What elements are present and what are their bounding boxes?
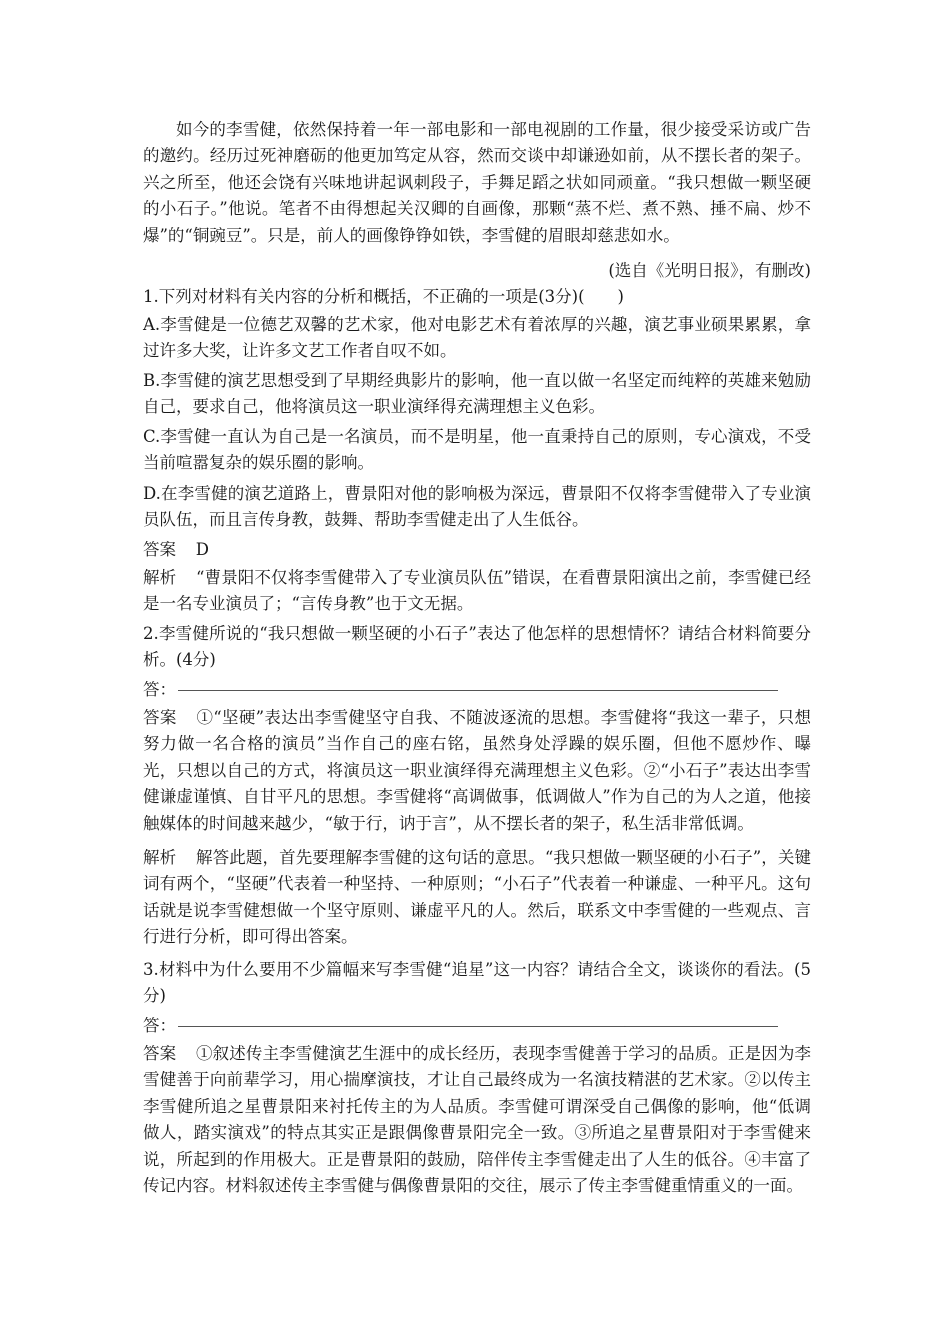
q3-answer-text: ①叙述传主李雪健演艺生涯中的成长经历，表现李雪健善于学习的品质。正是因为李雪健善于向前辈学习，用心揣摩演技，才让自己最终成为一名演技精湛的艺术家。②以传主李雪健所追之星曹景阳来衬托传主的为人品质。李雪健可谓深受自己偶像的影响，他“低调做人，踏实演戏”的特点其实正是跟偶像曹景阳完全一致。③所追之星曹景阳对于李雪健来说，所起到的作用极大。正是曹景阳的鼓励，陪伴传主李雪健走出了人生的低谷。④丰富了传记内容。材料叙述传主李雪健与偶像曹景阳的交往，展示了传主李雪健重情重义的一面。: [143, 1044, 812, 1196]
q1-stem: 1.下列对材料有关内容的分析和概括，不正确的一项是(3分)( ): [143, 287, 624, 306]
q3-answer-line[interactable]: [178, 1025, 778, 1027]
q2-analysis-label: 解析: [143, 848, 177, 867]
q3-answer: [143, 1041, 811, 1199]
q1-analysis: [143, 565, 811, 618]
q1-analysis-text: “曹景阳不仅将李雪健带入了专业演员队伍”错误，在看曹景阳演出之前，李雪健已经是一名专业演员了；“言传身教”也于文无据。: [143, 568, 812, 614]
q1-option-d: D.在李雪健的演艺道路上，曹景阳对他的影响极为深远，曹景阳不仅将李雪健带入了专业演员队伍，而且言传身教，鼓舞、帮助李雪健走出了人生低谷。: [143, 484, 811, 530]
q1-answer: [143, 537, 811, 563]
q2-reply-label: 答：: [143, 680, 176, 699]
q2-reply-row: [143, 677, 811, 703]
q2-analysis: [143, 845, 811, 951]
passage-source: (选自《光明日报》，有删改): [608, 261, 811, 280]
q3-stem: 3.材料中为什么要用不少篇幅来写李雪健“追星”这一内容？请结合全文，谈谈你的看法。(5分): [143, 960, 811, 1006]
passage-paragraph: 如今的李雪健，依然保持着一年一部电影和一部电视剧的工作量，很少接受采访或广告的邀约。经历过死神磨砺的他更加笃定从容，然而交谈中却谦逊如前，从不摆长者的架子。兴之所至，他还会饶有兴味地讲起讽刺段子，手舞足蹈之状如同顽童。“我只想做一颗坚硬的小石子。”他说。笔者不由得想起关汉卿的自画像，那颗“蒸不烂、煮不熟、捶不扁、炒不爆”的“铜豌豆”。只是，前人的画像铮铮如铁，李雪健的眉眼却慈悲如水。: [143, 120, 811, 245]
q1-answer-label: 答案: [143, 540, 176, 559]
q2-answer-text: ①“坚硬”表达出李雪健坚守自我、不随波逐流的思想。李雪健将“我这一辈子，只想努力做一名合格的演员”当作自己的座右铭，虽然身处浮躁的娱乐圈，但他不愿炒作、曝光，只想以自己的方式，将演员这一职业演绎得充满理想主义色彩。②“小石子”表达出李雪健谦虚谨慎、自甘平凡的思想。李雪健将“高调做事，低调做人”作为自己的为人之道，他接触媒体的时间越来越少，“敏于行，讷于言”，从不摆长者的架子，私生活非常低调。: [143, 708, 811, 833]
q2-answer-label: 答案: [143, 708, 177, 727]
q2-answer: [143, 705, 811, 837]
q1-option-c: C.李雪健一直认为自己是一名演员，而不是明星，他一直秉持自己的原则，专心演戏，不受当前喧嚣复杂的娱乐圈的影响。: [143, 427, 811, 473]
q1-option-b: B.李雪健的演艺思想受到了早期经典影片的影响，他一直以做一名坚定而纯粹的英雄来勉励自己，要求自己，他将演员这一职业演绎得充满理想主义色彩。: [143, 371, 811, 417]
q1-answer-text: D: [195, 540, 210, 559]
q3-answer-label: 答案: [143, 1044, 177, 1063]
q1-analysis-label: 解析: [143, 568, 177, 587]
q3-reply-label: 答：: [143, 1016, 176, 1035]
q2-answer-line[interactable]: [178, 689, 778, 691]
q3-reply-row: [143, 1013, 811, 1039]
q1-option-a: A.李雪健是一位德艺双馨的艺术家，他对电影艺术有着浓厚的兴趣，演艺事业硕果累累，拿过许多大奖，让许多文艺工作者自叹不如。: [143, 315, 811, 361]
q2-analysis-text: 解答此题，首先要理解李雪健的这句话的意思。“我只想做一颗坚硬的小石子”，关键词有两个，“坚硬”代表着一种坚持、一种原则；“小石子”代表着一种谦虚、一种平凡。这句话就是说李雪健想做一个坚守原则、谦虚平凡的人。然后，联系文中李雪健的一些观点、言行进行分析，即可得出答案。: [143, 848, 812, 947]
q2-stem: 2.李雪健所说的“我只想做一颗坚硬的小石子”表达了他怎样的思想情怀？请结合材料简要分析。(4分): [143, 624, 811, 670]
